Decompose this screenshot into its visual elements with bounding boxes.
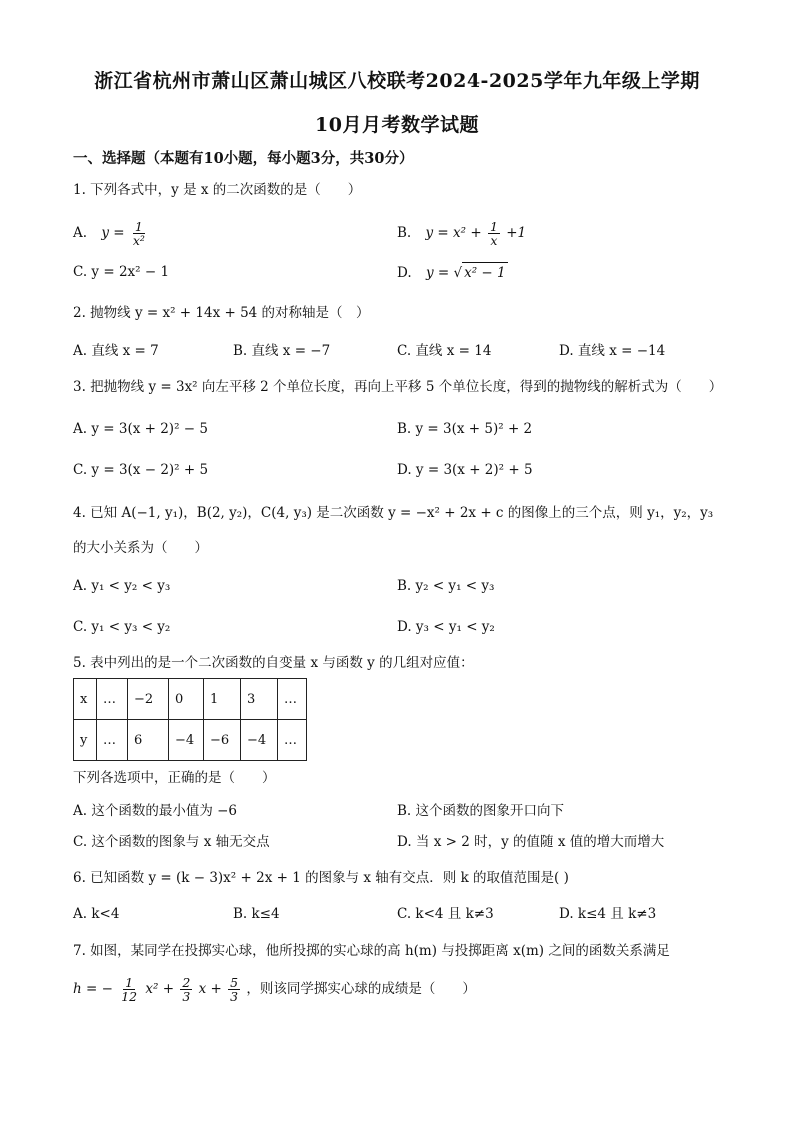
table-cell: 6 [128,720,169,761]
q7-mid2: x + [198,981,222,997]
table-cell: −6 [204,720,241,761]
q1-option-b [397,220,526,247]
q1-b-pre: y = x² + [425,225,482,241]
q5-option-d: D. 当 x > 2 时，y 的值随 x 值的增大而增大 [397,834,665,850]
q3-option-d: D. y = 3(x + 2)² + 5 [397,462,533,478]
q2-option-a: A. 直线 x = 7 [73,343,159,359]
q5-option-b: B. 这个函数的图象开口向下 [397,803,565,819]
q5-prompt: 下列各选项中，正确的是（ ） [73,770,276,786]
table-row [74,679,307,720]
q6-option-b: B. k≤4 [233,906,280,922]
q7-f1-num: 1 [125,975,134,990]
table-cell: 0 [169,679,204,720]
q7-f2-num: 2 [182,975,191,990]
table-cell: … [97,720,128,761]
q6-option-c: C. k<4 且 k≠3 [397,906,494,922]
q1-b-num: 1 [489,219,498,234]
table-cell: −2 [128,679,169,720]
value-table [73,678,307,761]
q2-stem: 2. 抛物线 y = x² + 14x + 54 的对称轴是（ ） [73,305,370,321]
q4-option-d: D. y₃ < y₁ < y₂ [397,619,495,635]
q2-option-d: D. 直线 x = −14 [559,343,666,359]
q6-stem: 6. 已知函数 y = (k − 3)x² + 2x + 1 的图象与 x 轴有交点．则 k 的取值范围是( ) [73,870,569,886]
q3-option-a: A. y = 3(x + 2)² − 5 [73,421,208,437]
q5-option-c: C. 这个函数的图象与 x 轴无交点 [73,834,270,850]
q7-frac-1 [119,976,139,1003]
q7-frac-3 [228,976,240,1003]
q7-tail: ，则该同学掷实心球的成绩是（ ） [246,981,476,997]
q4-option-a: A. y₁ < y₂ < y₃ [73,578,171,594]
q7-formula [73,976,476,1003]
q7-frac-2 [180,976,192,1003]
q1-a-den: x² [132,233,145,248]
q1-b-den: x [490,233,498,248]
table-cell: … [278,720,307,761]
q7-stem: 7. 如图，某同学在投掷实心球，他所投掷的实心球的高 h(m) 与投掷距离 x(m) 之间的函数关系满足 [73,943,670,959]
q1-option-a [73,220,149,247]
q1-d-label: D. [397,265,412,281]
q3-stem: 3. 把抛物线 y = 3x² 向左平移 2 个单位长度，再向上平移 5 个单位长度，得到的抛物线的解析式为（ ） [73,379,723,395]
q7-h: h = − [73,981,113,997]
q6-option-d: D. k≤4 且 k≠3 [559,906,657,922]
q2-option-b: B. 直线 x = −7 [233,343,331,359]
q1-d-pre: y = [425,265,450,281]
table-cell: −4 [241,720,278,761]
q1-b-post: +1 [506,225,527,241]
q7-f1-den: 12 [121,989,138,1004]
table-cell: −4 [169,720,204,761]
q1-b-label: B. [397,225,412,241]
q7-f3-num: 5 [230,975,239,990]
table-cell: x [74,679,97,720]
section-heading: 一、选择题（本题有10小题，每小题3分，共30分） [73,150,414,167]
q5-stem: 5. 表中列出的是一个二次函数的自变量 x 与函数 y 的几组对应值： [73,655,474,671]
page-subtitle: 10月月考数学试题 [315,114,479,136]
q1-a-label: A. [73,225,88,241]
q7-mid1: x² + [145,981,175,997]
q2-option-c: C. 直线 x = 14 [397,343,492,359]
q4-option-b: B. y₂ < y₁ < y₃ [397,578,495,594]
table-cell: … [278,679,307,720]
q1-a-fraction [131,220,147,247]
q3-option-c: C. y = 3(x − 2)² + 5 [73,462,209,478]
table-cell: y [74,720,97,761]
q1-a-y: y = [101,225,125,241]
q7-f2-den: 3 [182,989,191,1004]
page-title: 浙江省杭州市萧山区萧山城区八校联考2024-2025学年九年级上学期 [94,70,700,92]
q5-option-a: A. 这个函数的最小值为 −6 [73,803,238,819]
q7-f3-den: 3 [230,989,239,1004]
q1-option-c: C. y = 2x² − 1 [73,264,170,280]
q4-option-c: C. y₁ < y₃ < y₂ [73,619,171,635]
q1-b-fraction [488,220,500,247]
q3-option-b: B. y = 3(x + 5)² + 2 [397,421,533,437]
q1-stem: 1. 下列各式中，y 是 x 的二次函数的是（ ） [73,182,362,198]
table-cell: 3 [241,679,278,720]
table-cell: 1 [204,679,241,720]
q4-stem: 4. 已知 A(−1, y₁)，B(2, y₂)，C(4, y₃) 是二次函数 y = −x² + 2x + c 的图像上的三个点，则 y₁，y₂，y₃ [73,505,714,521]
q4-stem-cont: 的大小关系为（ ） [73,540,208,556]
q1-d-root: x² − 1 [462,262,508,283]
q1-option-d [397,262,508,283]
q1-a-num: 1 [134,219,143,234]
table-cell: … [97,679,128,720]
table-row [74,720,307,761]
sqrt-icon: √ [453,265,463,281]
q6-option-a: A. k<4 [73,906,120,922]
